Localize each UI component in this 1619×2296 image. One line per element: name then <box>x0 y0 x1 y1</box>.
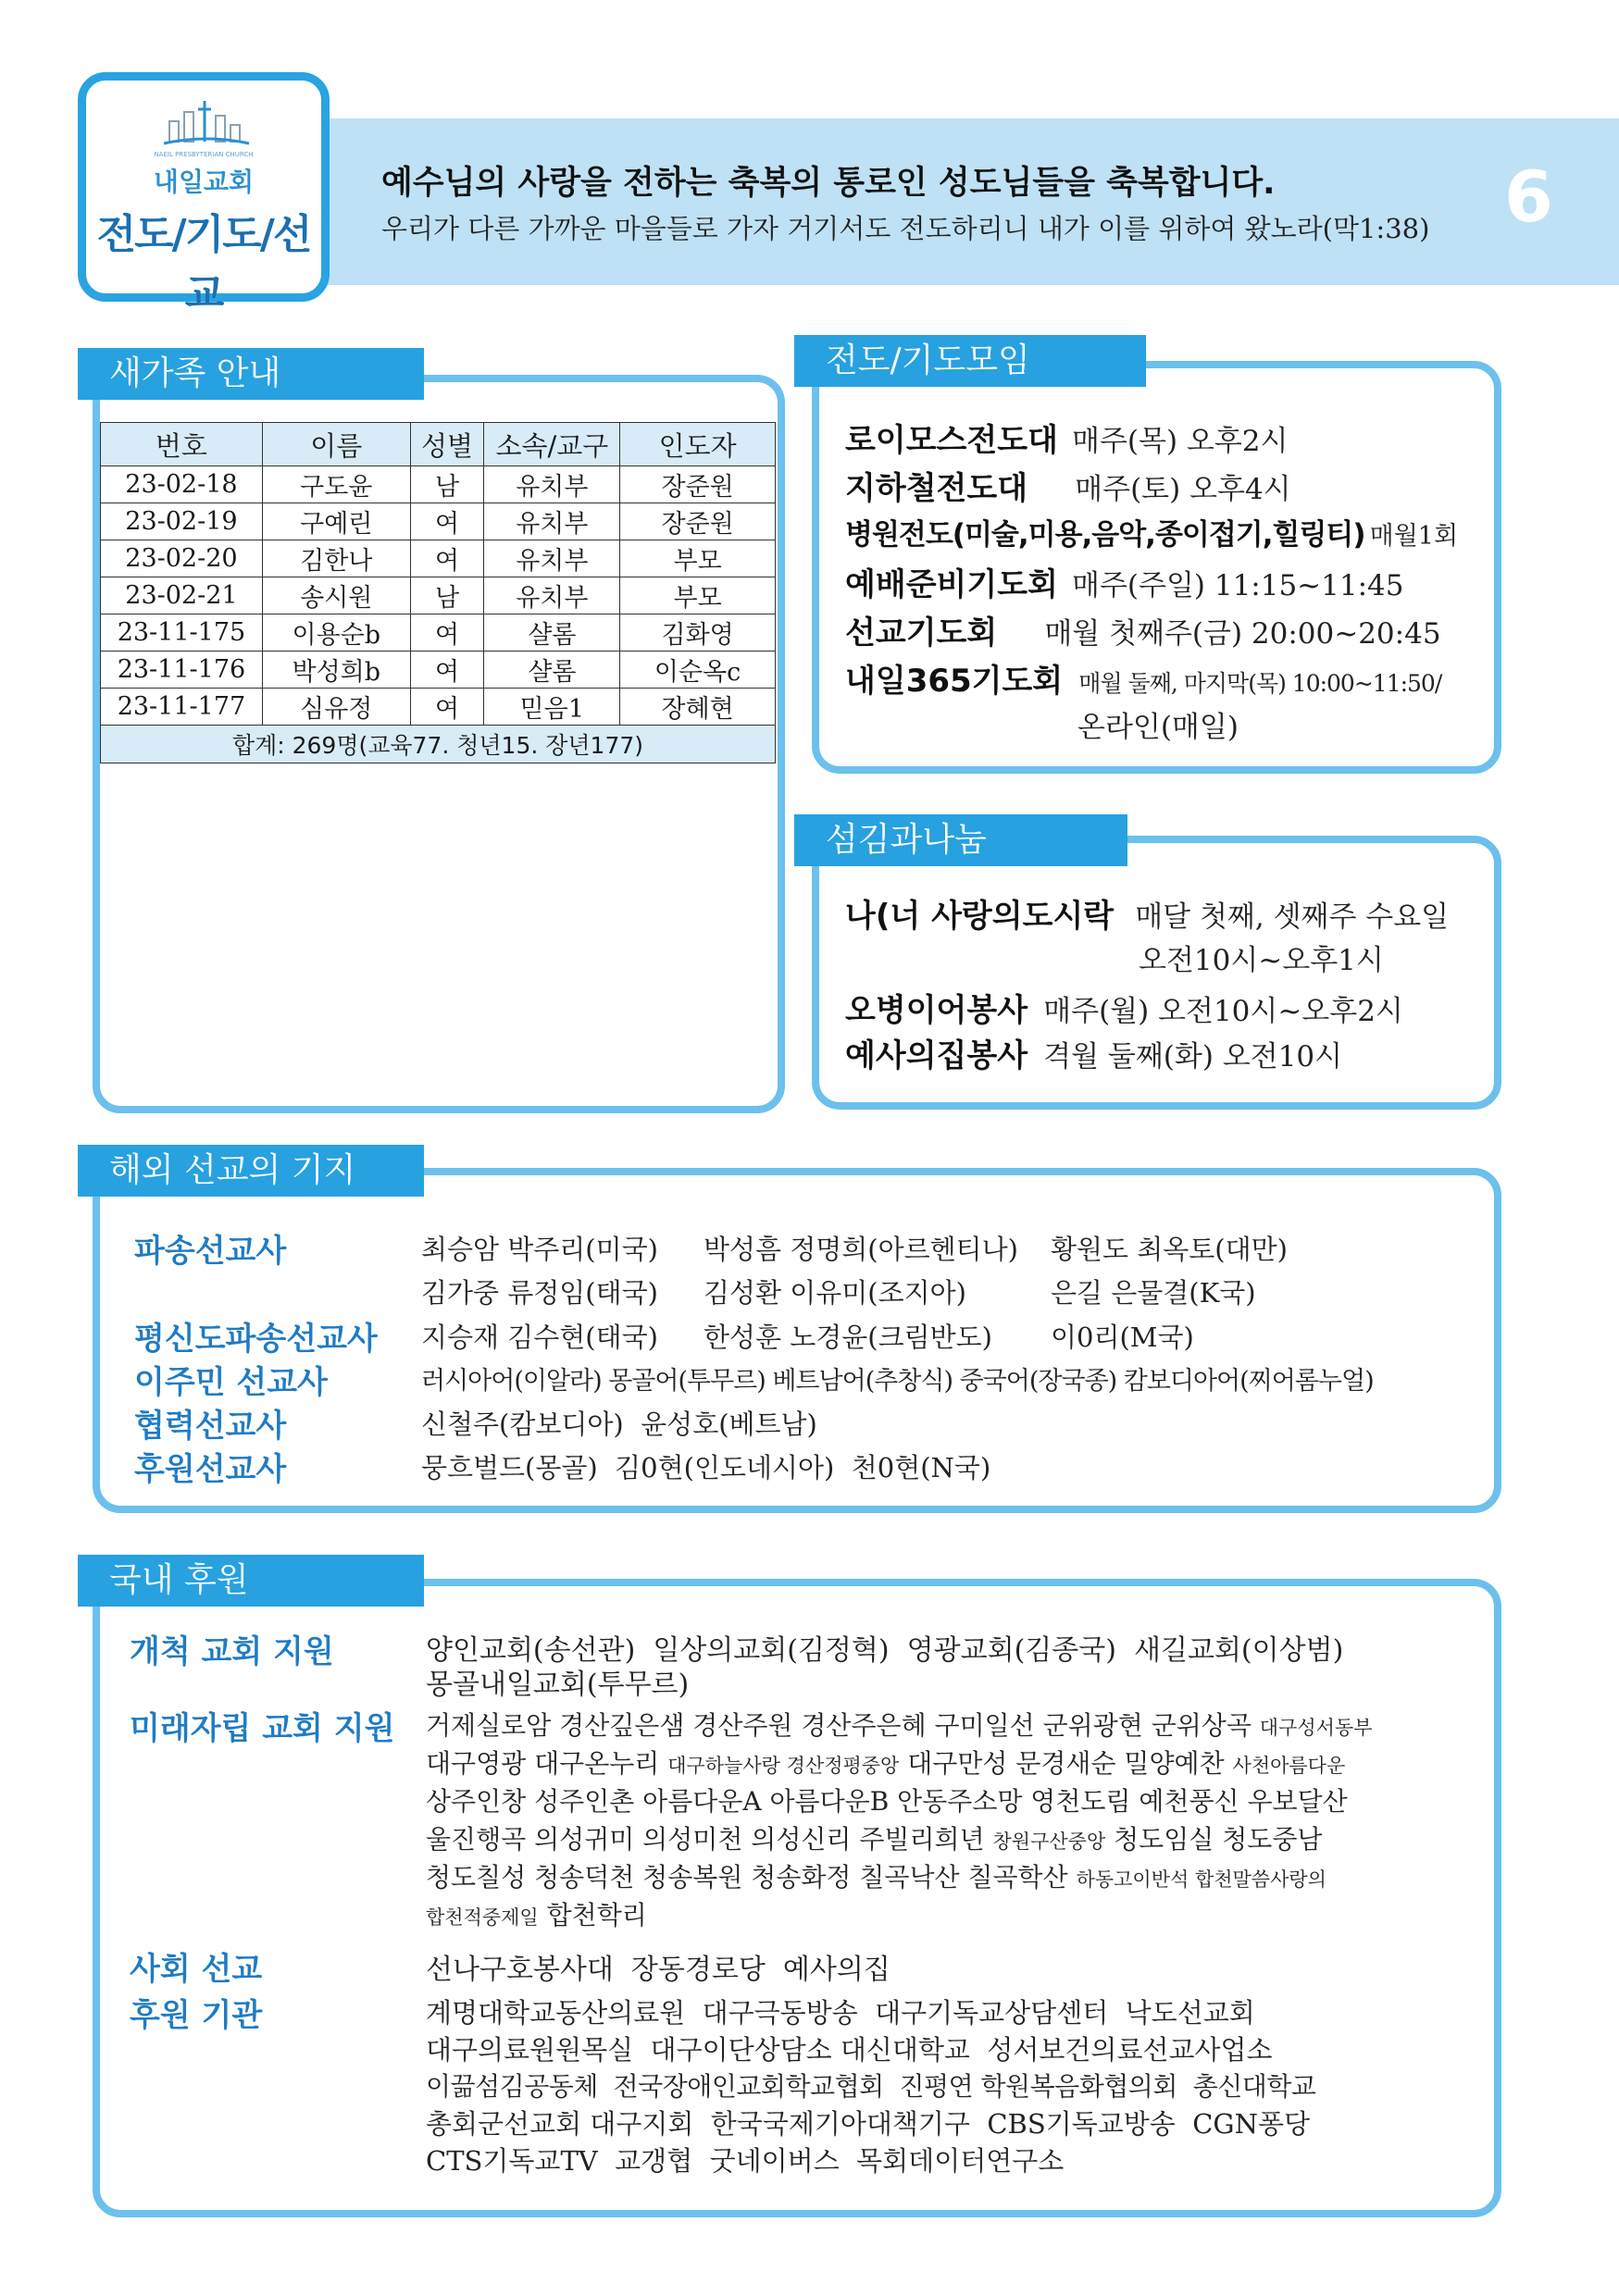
service-tab: 섬김과나눔 <box>794 814 1127 866</box>
table-cell: 23-02-20 <box>101 540 263 577</box>
table-cell: 23-11-177 <box>101 689 263 726</box>
new-family-table <box>100 422 776 763</box>
service-time-cont: 오전10시~오후1시 <box>1139 944 1384 977</box>
church-logo-icon <box>162 97 251 149</box>
evangelism-item <box>845 607 1441 652</box>
table-cell: 유치부 <box>484 540 620 577</box>
evangelism-item <box>845 511 1458 552</box>
missionary: 김가중 류정임(태국) <box>421 1277 658 1309</box>
supported-label: 후원선교사 <box>134 1451 287 1488</box>
service-item <box>845 890 1449 936</box>
table-cell: 여 <box>410 689 484 726</box>
missionary: 지승재 김수현(태국) <box>421 1322 658 1353</box>
domestic-tab: 국내 후원 <box>78 1555 424 1607</box>
future-churches-line <box>426 1857 1326 1894</box>
missionary: 최승암 박주리(미국) <box>421 1234 658 1265</box>
table-cell: 부모 <box>620 540 776 577</box>
table-cell: 23-02-21 <box>101 577 263 614</box>
missionary: 황원도 최옥토(대만) <box>1051 1234 1288 1265</box>
missionary: 은길 은물결(K국) <box>1051 1277 1256 1309</box>
evangelism-name: 지하철전도대 <box>845 470 1028 507</box>
agency-line: 총회군선교회 대구지회 한국국제기아대책기구 CBS기독교방송 CGN퐁당 <box>426 2108 1311 2140</box>
evangelism-name: 선교기도회 <box>845 614 998 652</box>
missionary: 박성흠 정명희(아르헨티나) <box>704 1234 1019 1265</box>
future-churches-line <box>426 1744 1345 1781</box>
table-cell: 남 <box>410 466 484 503</box>
table-cell: 김한나 <box>262 540 410 577</box>
pioneer-churches: 양인교회(송선관) 일상의교회(김정혁) 영광교회(김종국) 새길교회(이상범) <box>426 1634 1344 1667</box>
column-header: 이름 <box>262 423 410 466</box>
total-count: 합계: 269명(교육77. 청년15. 장년177) <box>101 726 776 763</box>
migrant-label: 이주민 선교사 <box>134 1364 328 1401</box>
table-cell: 이순옥c <box>620 652 776 689</box>
table-row <box>101 577 776 614</box>
agency-label: 후원 기관 <box>130 1997 263 2034</box>
table-cell: 남 <box>410 577 484 614</box>
page-number: 6 <box>1504 155 1553 238</box>
evangelism-name: 예배준비기도회 <box>845 566 1058 603</box>
agency-line: CTS기독교TV 교갱협 굿네이버스 목회데이터연구소 <box>426 2145 1065 2177</box>
missionary: 한성훈 노경윤(크림반도) <box>704 1322 992 1353</box>
column-header: 성별 <box>410 423 484 466</box>
table-row <box>101 466 776 503</box>
future-churches-line <box>426 1706 1373 1743</box>
table-cell: 23-02-19 <box>101 503 263 540</box>
table-cell: 23-11-176 <box>101 652 263 689</box>
church-list: 거제실로암 경산깊은샘 경산주원 경산주은혜 구미일선 군위광현 군위상곡 <box>426 1710 1260 1741</box>
evangelism-time: 매주(토) 오후4시 <box>1075 473 1291 506</box>
evangelism-time-cont: 온라인(매일) <box>1077 711 1239 744</box>
pioneer-churches: 몽골내일교회(투무르) <box>426 1669 690 1701</box>
service-item <box>845 1030 1342 1075</box>
logo-box <box>78 72 330 317</box>
table-row <box>101 652 776 689</box>
missionary: 이0리(M국) <box>1051 1322 1194 1353</box>
evangelism-name: 병원전도(미술,미용,음악,종이접기,힐링티) <box>845 518 1365 552</box>
table-row <box>101 540 776 577</box>
table-cell: 여 <box>410 652 484 689</box>
table-cell: 샬롬 <box>484 652 620 689</box>
table-row <box>101 503 776 540</box>
church-list: 합천학리 <box>538 1900 647 1930</box>
evangelism-time: 매월 둘째, 마지막(목) 10:00~11:50/ <box>1078 670 1442 697</box>
church-list: 대구만성 문경새순 밀양예찬 <box>899 1748 1233 1779</box>
church-list-small: 대구하늘사랑 경산정평중앙 <box>667 1755 900 1777</box>
table-cell: 여 <box>410 614 484 652</box>
table-cell: 장준원 <box>620 503 776 540</box>
table-cell: 장준원 <box>620 466 776 503</box>
service-name: 오병이어봉사 <box>845 992 1028 1029</box>
table-total-row <box>101 726 776 763</box>
future-churches-line <box>426 1819 1322 1856</box>
cooperative-missionaries: 신철주(캄보디아) 윤성호(베트남) <box>421 1409 817 1440</box>
table-cell: 샬롬 <box>484 614 620 652</box>
future-churches-line <box>426 1781 1348 1818</box>
evangelism-time: 매월1회 <box>1369 522 1459 551</box>
service-time: 격월 둘째(화) 오전10시 <box>1043 1040 1343 1074</box>
table-cell: 박성희b <box>262 652 410 689</box>
table-cell: 23-02-18 <box>101 466 263 503</box>
social-missions: 선나구호봉사대 장동경로당 예사의집 <box>426 1954 890 1986</box>
table-cell: 여 <box>410 503 484 540</box>
evangelism-name: 내일365기도회 <box>845 663 1064 700</box>
column-header: 번호 <box>101 423 263 466</box>
evangelism-item <box>845 463 1291 508</box>
evangelism-item <box>845 415 1288 460</box>
column-header: 소속/교구 <box>484 423 620 466</box>
bible-verse: 우리가 다른 가까운 마을들로 가자 거기서도 전도하리니 내가 이를 위하여 왔노라(막1:38) <box>381 213 1430 244</box>
table-cell: 유치부 <box>484 577 620 614</box>
table-cell: 구예린 <box>262 503 410 540</box>
table-cell: 여 <box>410 540 484 577</box>
agency-line: 대구의료원원목실 대구이단상담소 대신대학교 성서보건의료선교사업소 <box>426 2034 1273 2066</box>
agency-line: 이끎섬김공동체 전국장애인교회학교협회 진평연 학원복음화협의회 총신대학교 <box>426 2071 1316 2102</box>
evangelism-time: 매주(목) 오후2시 <box>1072 425 1289 458</box>
table-cell: 장혜현 <box>620 689 776 726</box>
church-list-small: 하동고이반석 합천말씀사랑의 <box>1076 1868 1326 1891</box>
church-english-name: NAEIL PRESBYTERIAN CHURCH <box>154 151 254 158</box>
dispatched-label: 파송선교사 <box>134 1233 287 1270</box>
church-list: 청도임실 청도중남 <box>1105 1824 1323 1855</box>
future-label: 미래자립 교회 지원 <box>130 1710 395 1747</box>
church-list-small: 대구성서동부 <box>1259 1717 1373 1739</box>
migrant-missionaries: 러시아어(이알라) 몽골어(투무르) 베트남어(추창식) 중국어(장국종) 캄보디아어(찌어롬누얼) <box>421 1367 1374 1396</box>
missionary: 김성환 이유미(조지아) <box>704 1277 966 1309</box>
table-cell: 유치부 <box>484 466 620 503</box>
table-cell: 구도윤 <box>262 466 410 503</box>
church-list: 울진행곡 의성귀미 의성미천 의성신리 주빌리희년 <box>426 1824 993 1855</box>
table-cell: 송시원 <box>262 577 410 614</box>
evangelism-item <box>845 655 1441 701</box>
table-row <box>101 689 776 726</box>
future-churches-line <box>426 1895 647 1932</box>
overseas-tab: 해외 선교의 기지 <box>78 1145 424 1197</box>
table-cell: 23-11-175 <box>101 614 263 652</box>
evangelism-name: 로이모스전도대 <box>845 422 1058 459</box>
service-item <box>845 985 1403 1030</box>
church-name: 내일교회 <box>153 167 255 197</box>
service-name: 나(너 사랑의도시락 <box>845 898 1115 935</box>
agency-line: 계명대학교동산의료원 대구극동방송 대구기독교상담센터 낙도선교회 <box>426 1997 1255 2029</box>
table-cell: 김화영 <box>620 614 776 652</box>
pioneer-label: 개척 교회 지원 <box>130 1633 334 1670</box>
evangelism-item <box>845 559 1404 604</box>
table-cell: 심유정 <box>262 689 410 726</box>
table-cell: 이용순b <box>262 614 410 652</box>
cooperative-label: 협력선교사 <box>134 1408 287 1445</box>
table-header-row <box>101 423 776 466</box>
column-header: 인도자 <box>620 423 776 466</box>
table-cell: 부모 <box>620 577 776 614</box>
church-list: 대구영광 대구온누리 <box>426 1748 668 1779</box>
new-family-tab: 새가족 안내 <box>78 348 424 400</box>
table-row <box>101 614 776 652</box>
evangelism-time: 매월 첫째주(금) 20:00~20:45 <box>1044 617 1441 651</box>
service-time: 매주(월) 오전10시~오후2시 <box>1043 995 1403 1028</box>
evangelism-tab: 전도/기도모임 <box>794 335 1146 387</box>
table-cell: 유치부 <box>484 503 620 540</box>
church-list-small: 사천아름다운 <box>1232 1755 1346 1777</box>
page-title: 예수님의 사랑을 전하는 축복의 통로인 성도님들을 축복합니다. <box>381 165 1276 202</box>
evangelism-time: 매주(주일) 11:15~11:45 <box>1072 569 1404 602</box>
service-name: 예사의집봉사 <box>845 1037 1028 1074</box>
church-list: 상주인창 성주인촌 아름다운A 아름다운B 안동주소망 영천도림 예천풍신 우보달산 <box>426 1786 1348 1817</box>
table-cell: 믿음1 <box>484 689 620 726</box>
lay-label: 평신도파송선교사 <box>134 1321 378 1358</box>
social-label: 사회 선교 <box>130 1951 263 1988</box>
church-list-small: 창원구산중앙 <box>992 1831 1106 1853</box>
supported-missionaries: 뭉흐벌드(몽골) 김0현(인도네시아) 천0현(N국) <box>421 1452 991 1483</box>
church-list-small: 합천적중제일 <box>426 1906 539 1929</box>
section-title: 전도/기도/선교 <box>96 211 311 317</box>
service-time: 매달 첫째, 셋째주 수요일 <box>1135 900 1450 934</box>
church-list: 청도칠성 청송덕천 청송복원 청송화정 칠곡낙산 칠곡학산 <box>426 1862 1077 1893</box>
